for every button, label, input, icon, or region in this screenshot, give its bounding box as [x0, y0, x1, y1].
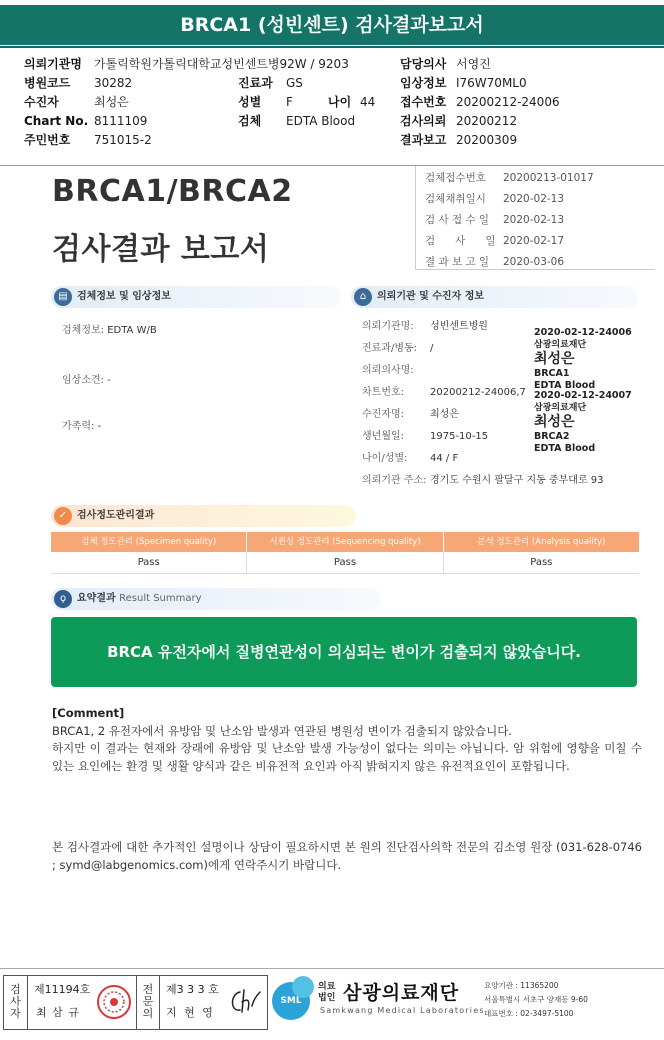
- clinical-info-value: I76W70ML0: [456, 76, 527, 90]
- record-value: 20200213-01017: [503, 172, 594, 184]
- dept-label: 진료과: [238, 76, 273, 90]
- sticker-code: 2020-02-12-24006: [534, 327, 632, 338]
- record-label: 검 사 접 수 일: [425, 214, 490, 226]
- client-row-label: 진료과/병동:: [362, 343, 418, 354]
- sticker-specimen: EDTA Blood: [534, 443, 596, 454]
- hospital-icon: ⌂: [354, 288, 372, 306]
- logo-bubble-decoration: [292, 976, 314, 998]
- client-row-label: 생년월일:: [362, 431, 405, 442]
- foundation-contact: [484, 979, 588, 1021]
- client-row-value: 최성은: [430, 409, 459, 420]
- client-row-label: 의뢰의사명:: [362, 365, 414, 376]
- footer-divider: [0, 968, 664, 969]
- doctor-label: 담당의사: [400, 57, 447, 71]
- sticker-org: 삼광의료재단: [534, 340, 587, 350]
- sex-value: F: [286, 95, 293, 109]
- client-row-value: 성빈센트병원: [430, 321, 488, 332]
- report-date-label: 결과보고: [400, 133, 447, 147]
- summary-heading-text: 요약결과: [77, 593, 116, 604]
- qc-value-cell: Pass: [444, 552, 639, 574]
- patient-info-mid: [238, 74, 375, 131]
- sticker-specimen: EDTA Blood: [534, 380, 596, 391]
- foundation-address: 서울특별시 서초구 양재동 9-60: [484, 995, 588, 1004]
- record-value: 2020-02-13: [503, 193, 565, 205]
- client-row-label: 의뢰기관명:: [362, 321, 414, 332]
- specimen-section-heading-text: 검체정보 및 임상정보: [77, 291, 171, 302]
- receipt-no-value: 20200212-24006: [456, 95, 560, 109]
- sex-label: 성별: [238, 95, 262, 109]
- clipboard-icon: ▤: [54, 288, 72, 306]
- sticker-patient-name: 최성은: [534, 414, 575, 430]
- clinical-finding: [62, 371, 111, 386]
- family-history-value: -: [97, 421, 102, 432]
- corporation-line1: 의료: [318, 982, 336, 992]
- comment-line2: 하지만 이 결과는 현재와 장래에 유방암 및 난소암 발생 가능성이 없다는 의미는 아닙니다. 암 위험에 영향을 미칠 수 있는 요인에는 환경 및 생활 양식과 같은 비유전적 요인과 아직 밝혀지지 않은 유전적요인이 포함됩니다.: [52, 741, 642, 773]
- family-history-label: 가족력:: [62, 421, 95, 432]
- qc-column-header: 분석 정도관리 (Analysis quality): [444, 532, 639, 552]
- checklist-icon: ✓: [54, 507, 72, 525]
- hospital-code-value: 30282: [94, 76, 133, 90]
- client-row-value: /: [430, 343, 434, 354]
- qc-section-heading: [51, 505, 356, 527]
- foundation-name: 삼광의료재단: [343, 982, 460, 1004]
- client-row-value: 44 / F: [430, 453, 459, 464]
- specimen-section-heading: [51, 286, 341, 308]
- specimen-sticker-brca2: [534, 390, 632, 455]
- family-history: [62, 417, 101, 432]
- qc-value-cell: Pass: [51, 552, 247, 574]
- foundation-phone: 대표번호 : 02-3497-5100: [484, 1009, 574, 1018]
- record-label: 검체접수번호: [425, 172, 486, 184]
- specialist-vertical-cell: [136, 976, 160, 1029]
- qc-section-heading-text: 검사정도관리결과: [77, 510, 155, 521]
- sticker-org: 삼광의료재단: [534, 403, 587, 413]
- specialist-vertical-label: 전문의: [142, 983, 154, 1020]
- age-label: 나이: [328, 95, 352, 109]
- contact-note: 본 검사결과에 대한 추가적인 설명이나 상담이 필요하시면 본 원의 진단검사의학 전문의 김소영 원장 (031-628-0746 ; symd@labgenomics.com)에게 연락주시기 바랍니다.: [52, 840, 642, 872]
- record-label: 검 사 일: [425, 235, 496, 247]
- specimen-info: [62, 321, 157, 336]
- qc-value-cell: Pass: [247, 552, 443, 574]
- corporation-label: [318, 982, 335, 1004]
- sticker-gene: BRCA2: [534, 431, 570, 442]
- foundation-english-name: Samkwang Medical Laboratories: [320, 1006, 485, 1015]
- inspector-license: 제11194호: [34, 983, 91, 996]
- chart-no-value: 8111109: [94, 114, 148, 128]
- report-date-value: 20200309: [456, 133, 518, 147]
- sticker-code: 2020-02-12-24007: [534, 390, 632, 401]
- doctor-value: 서영진: [456, 57, 491, 71]
- clinical-finding-value: -: [107, 375, 111, 386]
- ward-value: 92W / 9203: [279, 57, 349, 71]
- dept-value: GS: [286, 76, 303, 90]
- request-date-value: 20200212: [456, 114, 518, 128]
- client-row-value: 경기도 수원시 팔달구 지동 중부대로 93: [430, 475, 604, 486]
- clinical-finding-label: 임상소견:: [62, 375, 105, 386]
- resident-no-value: 751015-2: [94, 133, 152, 147]
- ribbon-icon: ϙ: [54, 590, 72, 608]
- comment-title: [Comment]: [52, 706, 125, 720]
- specimen-info-value: EDTA W/B: [107, 325, 157, 336]
- patient-label: 수진자: [24, 95, 59, 109]
- inspector-vertical-label: 검사자: [10, 983, 21, 1020]
- specimen-sticker-brca1: [534, 327, 632, 392]
- client-row-value: 1975-10-15: [430, 431, 489, 442]
- request-date-label: 검사의뢰: [400, 114, 447, 128]
- official-seal-icon: [96, 984, 132, 1020]
- qc-column-header: 검체 정도관리 (Specimen quality): [51, 532, 247, 552]
- specialist-license: 제3 3 3 호: [166, 983, 219, 996]
- client-org-value: 가톨릭학원가톨릭대학교성빈센트병: [94, 57, 280, 71]
- summary-heading-en: Result Summary: [119, 593, 202, 604]
- age-value: 44: [360, 95, 376, 109]
- specimen-label: 검체: [238, 114, 262, 128]
- comment-line1: BRCA1, 2 유전자에서 유방암 및 난소암 발생과 연관된 병원성 변이가 검출되지 않았습니다.: [52, 723, 512, 738]
- client-section-heading: [351, 286, 638, 308]
- record-value: 2020-02-17: [503, 235, 565, 247]
- signature-box: [3, 975, 268, 1030]
- header-banner: [0, 0, 664, 48]
- hospital-code-label: 병원코드: [24, 76, 71, 90]
- report-title-line1: BRCA1/BRCA2: [52, 174, 293, 209]
- specimen-value: EDTA Blood: [286, 114, 356, 128]
- qc-column-header: 시퀀싱 정도관리 (Sequencing quality): [247, 532, 443, 552]
- client-row-label: 차트번호:: [362, 387, 405, 398]
- specimen-info-label: 검체정보:: [62, 325, 105, 336]
- client-row-value: 20200212-24006,7: [430, 387, 526, 398]
- specialist-name: 지 현 영: [166, 1006, 215, 1019]
- institution-code: 요양기관 : 11365200: [484, 981, 559, 990]
- summary-section-heading: [51, 588, 381, 610]
- clinical-info-label: 임상정보: [400, 76, 447, 90]
- inspector-vertical-cell: [4, 976, 28, 1029]
- sticker-patient-name: 최성은: [534, 351, 575, 367]
- client-row-label: 의뢰기관 주소:: [362, 475, 427, 486]
- sticker-gene: BRCA1: [534, 368, 570, 379]
- client-row-label: 나이/성별:: [362, 453, 408, 464]
- client-org-label: 의뢰기관명: [24, 57, 82, 71]
- patient-value: 최성은: [94, 95, 129, 109]
- comment-block: [52, 705, 642, 775]
- summary-result-box: BRCA 유전자에서 질병연관성이 의심되는 변이가 검출되지 않았습니다.: [51, 617, 637, 687]
- record-label: 검체채취일시: [425, 193, 486, 205]
- qc-table: [51, 532, 639, 574]
- client-section-heading-text: 의뢰기관 및 수진자 정보: [377, 291, 485, 302]
- report-title-line2: 검사결과 보고서: [52, 232, 270, 267]
- sml-logo-icon: SML: [272, 982, 310, 1020]
- corporation-line2: 법인: [318, 993, 336, 1003]
- record-value: 2020-03-06: [503, 256, 565, 268]
- receipt-no-label: 접수번호: [400, 95, 447, 109]
- record-dates: [425, 168, 594, 273]
- client-row-label: 수진자명:: [362, 409, 405, 420]
- inspector-name: 최 삼 규: [36, 1006, 80, 1019]
- record-value: 2020-02-13: [503, 214, 565, 226]
- resident-no-label: 주민번호: [24, 133, 71, 147]
- record-label: 결 과 보 고 일: [425, 256, 490, 268]
- patient-info-right: [400, 55, 560, 150]
- report-header-title: BRCA1 (성빈센트) 검사결과보고서: [0, 5, 664, 45]
- chart-no-label: Chart No.: [24, 114, 89, 128]
- handwritten-signature-icon: [226, 986, 262, 1018]
